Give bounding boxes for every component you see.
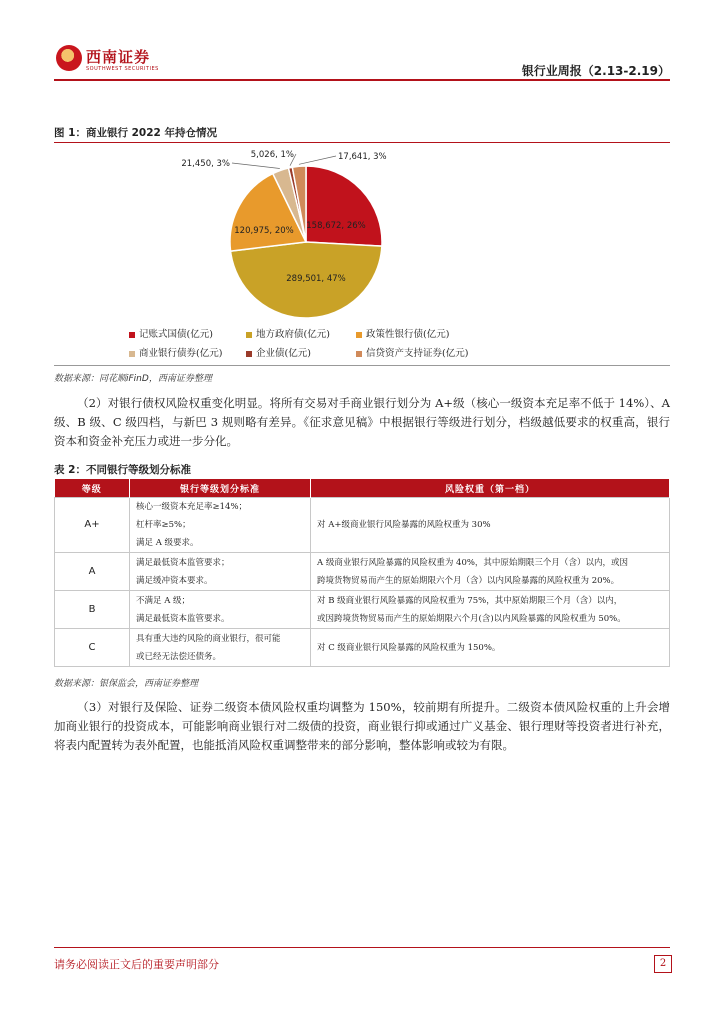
criteria-cell bbox=[130, 498, 311, 553]
pie-data-label: 5,026, 1% bbox=[250, 150, 294, 160]
grade-cell: A bbox=[55, 553, 130, 591]
table-row bbox=[55, 498, 670, 553]
legend-label: 信贷资产支持证券(亿元) bbox=[366, 348, 469, 359]
chart-legend bbox=[54, 322, 670, 362]
paragraph-1-text: （2）对银行债权风险权重变化明显。将所有交易对手商业银行划分为 A+级（核心一级资本充足率不低于 14%）、A 级、B 级、C 级四档，与新巴 3 规则略有差异。《征求意见稿》中根据银行等级进行划分，档级越低要求的权重高，银行资本和资金补充压力或进一步分化。 bbox=[54, 396, 670, 448]
legend-item bbox=[129, 326, 213, 340]
legend-item bbox=[246, 326, 330, 340]
table-source: 数据来源：银保监会，西南证券整理 bbox=[54, 679, 199, 689]
legend-swatch bbox=[129, 332, 135, 338]
report-title: 银行业周报（2.13-2.19） bbox=[521, 64, 670, 78]
legend-label: 政策性银行债(亿元) bbox=[366, 329, 450, 340]
legend-label: 企业债(亿元) bbox=[256, 348, 311, 359]
pie-data-label: 17,641, 3% bbox=[338, 152, 387, 162]
table-title: 表 2：不同银行等级划分标准 bbox=[54, 464, 191, 476]
paragraph-2-text: （3）对银行及保险、证券二级资本债风险权重均调整为 150%，较前期有所提升。二级资本债风险权重的上升会增加商业银行的投资成本，可能影响商业银行对二级债的投资，商业银行抑或通过广义基金、银行理财等投资者进行补充，将表内配置转为表外配置，也能抵消风险权重调整带来的部分影响，整体影响或较为有限。 bbox=[54, 700, 670, 752]
legend-swatch bbox=[129, 351, 135, 357]
paragraph-2 bbox=[54, 698, 670, 755]
criteria-line: 具有重大违约风险的商业银行，很可能 bbox=[136, 633, 281, 644]
pie-data-label: 289,501, 47% bbox=[286, 274, 346, 284]
weight-line: 跨境货物贸易而产生的原始期限六个月（含）以内风险暴露的风险权重为 20%。 bbox=[317, 575, 620, 586]
criteria-line: 不满足 A 级； bbox=[136, 595, 191, 606]
legend-item bbox=[356, 326, 449, 340]
table-row bbox=[55, 553, 670, 591]
weight-line: 对 A+级商业银行风险暴露的风险权重为 30% bbox=[317, 520, 491, 530]
criteria-line: 满足最低资本监管要求； bbox=[136, 557, 230, 568]
pie-slice bbox=[306, 166, 382, 246]
pie-data-label: 21,450, 3% bbox=[181, 159, 230, 169]
weight-line: 对 B 级商业银行风险暴露的风险权重为 75%，其中原始期限三个月（含）以内， bbox=[317, 595, 623, 606]
footer-disclaimer: 请务必阅读正文后的重要声明部分 bbox=[54, 958, 219, 971]
legend-item bbox=[129, 345, 222, 359]
legend-swatch bbox=[246, 332, 252, 338]
logo-name: 西南证券 bbox=[86, 48, 151, 66]
legend-item bbox=[246, 345, 311, 359]
table-row bbox=[55, 591, 670, 629]
weight-cell bbox=[311, 629, 670, 667]
header-grade: 等级 bbox=[55, 479, 130, 498]
figure-bottom-rule bbox=[54, 365, 670, 366]
header-rule bbox=[54, 79, 670, 81]
paragraph-1 bbox=[54, 394, 670, 451]
footer-rule bbox=[54, 947, 670, 948]
table-header-row bbox=[55, 479, 670, 498]
header-weight: 风险权重（第一档） bbox=[311, 479, 670, 498]
leader-line bbox=[299, 156, 336, 164]
logo-subtitle: SOUTHWEST SECURITIES bbox=[86, 66, 159, 72]
legend-swatch bbox=[356, 351, 362, 357]
criteria-line: 杠杆率≥5%； bbox=[136, 520, 191, 530]
page-number: 2 bbox=[654, 955, 672, 973]
grade-cell: C bbox=[55, 629, 130, 667]
pie-data-label: 120,975, 20% bbox=[234, 226, 294, 236]
criteria-line: 满足最低资本监管要求。 bbox=[136, 613, 230, 624]
criteria-line: 满足 A 级要求。 bbox=[136, 538, 199, 548]
criteria-line: 满足缓冲资本要求。 bbox=[136, 575, 213, 586]
logo-icon bbox=[56, 45, 82, 71]
criteria-cell bbox=[130, 553, 311, 591]
criteria-line: 核心一级资本充足率≥14%； bbox=[136, 502, 248, 512]
legend-label: 地方政府债(亿元) bbox=[256, 329, 330, 340]
pie-data-label: 158,672, 26% bbox=[306, 221, 366, 231]
table-row bbox=[55, 629, 670, 667]
legend-label: 记账式国债(亿元) bbox=[139, 329, 213, 340]
weight-line: 或因跨境货物贸易而产生的原始期限六个月(含)以内风险暴露的风险权重为 50%。 bbox=[317, 613, 626, 624]
grade-cell: A+ bbox=[55, 498, 130, 553]
weight-line: 对 C 级商业银行风险暴露的风险权重为 150%。 bbox=[317, 642, 501, 653]
legend-swatch bbox=[246, 351, 252, 357]
weight-cell bbox=[311, 553, 670, 591]
weight-cell bbox=[311, 498, 670, 553]
grade-table bbox=[54, 479, 670, 667]
legend-label: 商业银行债券(亿元) bbox=[139, 348, 223, 359]
criteria-cell bbox=[130, 629, 311, 667]
legend-swatch bbox=[356, 332, 362, 338]
criteria-line: 或已经无法偿还债务。 bbox=[136, 651, 222, 662]
weight-cell bbox=[311, 591, 670, 629]
figure-title: 图 1：商业银行 2022 年持仓情况 bbox=[54, 127, 217, 139]
grade-cell: B bbox=[55, 591, 130, 629]
criteria-cell bbox=[130, 591, 311, 629]
weight-line: A 级商业银行风险暴露的风险权重为 40%，其中原始期限三个月（含）以内，或因 bbox=[317, 557, 628, 568]
legend-item bbox=[356, 345, 468, 359]
figure-source: 数据来源：同花顺iFinD，西南证券整理 bbox=[54, 374, 212, 384]
header-criteria: 银行等级划分标准 bbox=[130, 479, 311, 498]
leader-line bbox=[232, 163, 280, 169]
